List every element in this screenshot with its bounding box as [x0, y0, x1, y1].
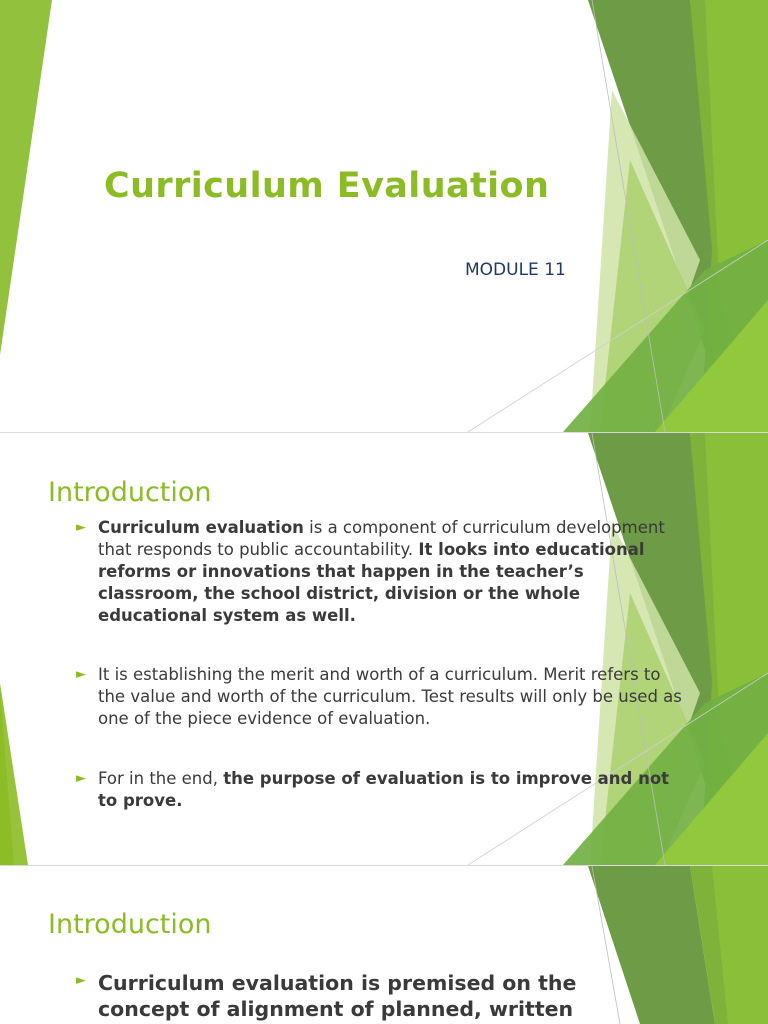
title-slide: [0, 0, 768, 432]
slide-heading: Introduction: [48, 909, 212, 940]
green-facet-decoration: [0, 0, 768, 432]
slide-heading: Introduction: [48, 477, 212, 508]
bullet-bold-text: It looks into educational reforms or innovations that happen in the teacher’s classroom, the school district, division or the whole educational system as well.: [98, 540, 645, 625]
bullet-normal-text: is a component of curriculum development that responds to public accountability.: [98, 518, 665, 559]
bullet-text: It is establishing the merit and worth of a curriculum. Merit refers to the value and worth of the curriculum. Test results will only be used as one of the piece evidence of evaluation.: [98, 665, 682, 728]
bullet-text: [98, 768, 683, 812]
slide-subtitle: MODULE 11: [465, 260, 566, 280]
triangle-right-arrow-icon: ►: [76, 667, 86, 682]
introduction-slide-2: [0, 866, 768, 1024]
bullet-text: Curriculum evaluation is premised on the concept of alignment of planned, written: [98, 971, 577, 1021]
slide-title: Curriculum Evaluation: [104, 166, 550, 206]
introduction-slide: [0, 433, 768, 865]
triangle-right-arrow-icon: ►: [76, 973, 86, 988]
bullet-text: [98, 517, 683, 627]
triangle-right-arrow-icon: ►: [76, 520, 86, 535]
bullet-normal-text: For in the end,: [98, 769, 224, 788]
triangle-right-arrow-icon: ►: [76, 771, 86, 786]
bullet-bold-text: the purpose of evaluation is to improve and not to prove.: [98, 769, 670, 810]
bullet-bold-term: Curriculum evaluation: [98, 518, 304, 537]
